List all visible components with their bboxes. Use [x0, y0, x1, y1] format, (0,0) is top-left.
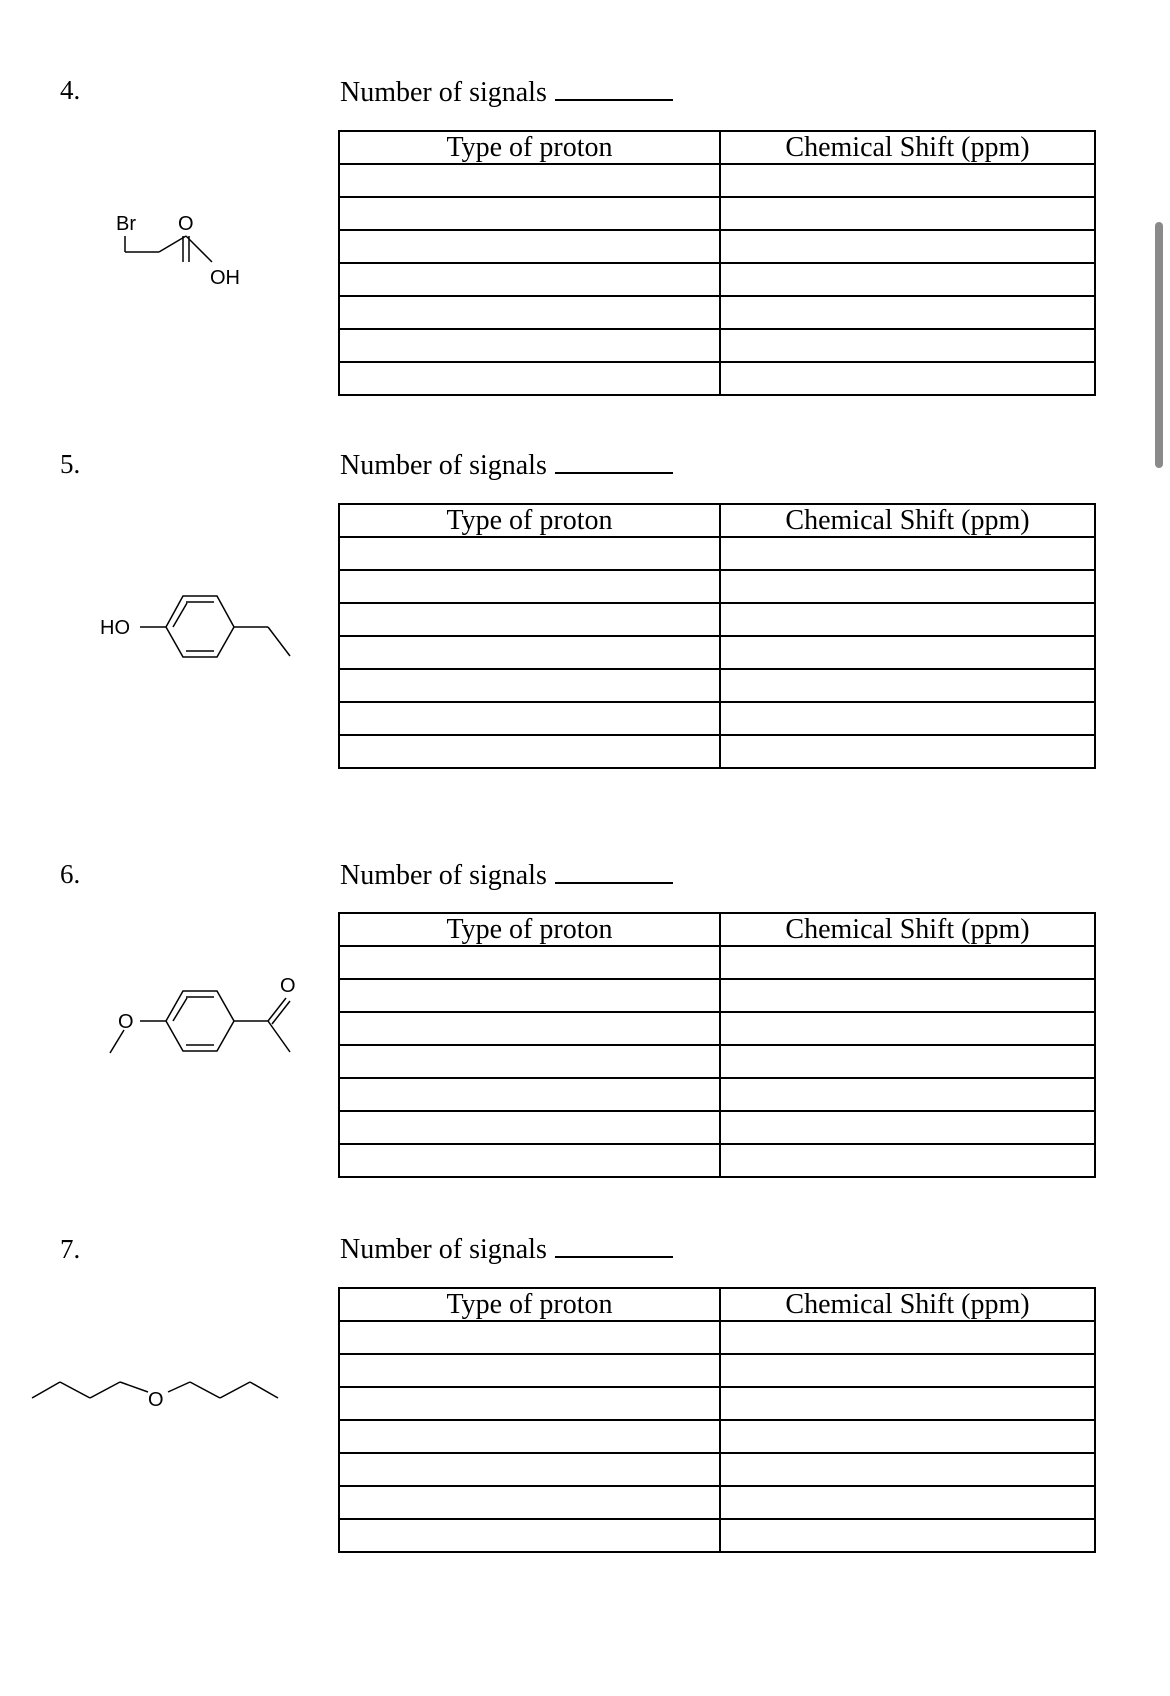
type-of-proton-cell[interactable]: [339, 1519, 720, 1552]
type-of-proton-cell[interactable]: [339, 946, 720, 979]
table-row: [339, 1078, 1095, 1111]
table-row: [339, 669, 1095, 702]
chemical-shift-cell[interactable]: [720, 702, 1095, 735]
problem-number: 7.: [60, 1234, 81, 1264]
atom-label-oh: OH: [210, 267, 240, 289]
chemical-shift-cell[interactable]: [720, 1012, 1095, 1045]
chemical-shift-cell[interactable]: [720, 669, 1095, 702]
type-of-proton-cell[interactable]: [339, 979, 720, 1012]
chemical-shift-cell[interactable]: [720, 1519, 1095, 1552]
chemical-shift-cell[interactable]: [720, 197, 1095, 230]
table-row: [339, 362, 1095, 395]
type-of-proton-cell[interactable]: [339, 1486, 720, 1519]
structure-dibutyl-ether: [0, 1360, 320, 1440]
table-row: [339, 296, 1095, 329]
structure-4-ethylphenol: [0, 580, 320, 670]
signals-label: Number of signals: [340, 860, 547, 891]
chemical-shift-cell[interactable]: [720, 603, 1095, 636]
number-of-signals-field: [340, 860, 673, 890]
type-of-proton-cell[interactable]: [339, 1354, 720, 1387]
table-row: [339, 164, 1095, 197]
table-row: [339, 979, 1095, 1012]
chemical-shift-cell[interactable]: [720, 362, 1095, 395]
table-row: [339, 1354, 1095, 1387]
table-row: [339, 263, 1095, 296]
table-row: [339, 570, 1095, 603]
nmr-table: [338, 1287, 1096, 1553]
chemical-shift-cell[interactable]: [720, 164, 1095, 197]
type-of-proton-cell[interactable]: [339, 1387, 720, 1420]
chemical-shift-cell[interactable]: [720, 1321, 1095, 1354]
chemical-shift-cell[interactable]: [720, 1387, 1095, 1420]
signals-label: Number of signals: [340, 1234, 547, 1265]
chemical-shift-cell[interactable]: [720, 1354, 1095, 1387]
type-of-proton-cell[interactable]: [339, 669, 720, 702]
atom-label-o-ether: O: [118, 1011, 134, 1033]
table-row: [339, 1012, 1095, 1045]
table-row: [339, 1420, 1095, 1453]
table-row: [339, 230, 1095, 263]
header-type-of-proton: Type of proton: [339, 1288, 720, 1321]
signals-answer-blank[interactable]: [555, 450, 673, 474]
signals-label: Number of signals: [340, 450, 547, 481]
nmr-table: [338, 912, 1096, 1178]
type-of-proton-cell[interactable]: [339, 329, 720, 362]
problem-number: 6.: [60, 859, 81, 889]
atom-label-o: O: [148, 1389, 164, 1411]
table-row: [339, 329, 1095, 362]
type-of-proton-cell[interactable]: [339, 230, 720, 263]
table-row: [339, 1486, 1095, 1519]
type-of-proton-cell[interactable]: [339, 1078, 720, 1111]
table-row: [339, 946, 1095, 979]
table-row: [339, 1144, 1095, 1177]
type-of-proton-cell[interactable]: [339, 1144, 720, 1177]
table-row: [339, 1321, 1095, 1354]
chemical-shift-cell[interactable]: [720, 570, 1095, 603]
signals-answer-blank[interactable]: [555, 1234, 673, 1258]
type-of-proton-cell[interactable]: [339, 1420, 720, 1453]
table-row: [339, 603, 1095, 636]
number-of-signals-field: [340, 77, 673, 107]
structure-bonds: [125, 236, 212, 262]
chemical-shift-cell[interactable]: [720, 537, 1095, 570]
chemical-shift-cell[interactable]: [720, 636, 1095, 669]
chemical-shift-cell[interactable]: [720, 230, 1095, 263]
signals-answer-blank[interactable]: [555, 860, 673, 884]
chemical-shift-cell[interactable]: [720, 1111, 1095, 1144]
type-of-proton-cell[interactable]: [339, 296, 720, 329]
type-of-proton-cell[interactable]: [339, 570, 720, 603]
structure-3-bromopropanoic-acid: [0, 200, 320, 310]
chemical-shift-cell[interactable]: [720, 329, 1095, 362]
atom-label-o-carbonyl: O: [280, 975, 296, 997]
table-row: [339, 1453, 1095, 1486]
header-chemical-shift: Chemical Shift (ppm): [720, 1288, 1095, 1321]
number-of-signals-field: [340, 450, 673, 480]
table-row: [339, 1519, 1095, 1552]
table-row: [339, 735, 1095, 768]
atom-label-br: Br: [116, 213, 136, 235]
chemical-shift-cell[interactable]: [720, 1453, 1095, 1486]
table-header-row: [339, 913, 1095, 946]
chemical-shift-cell[interactable]: [720, 1420, 1095, 1453]
type-of-proton-cell[interactable]: [339, 603, 720, 636]
signals-label: Number of signals: [340, 77, 547, 108]
chemical-shift-cell[interactable]: [720, 1144, 1095, 1177]
header-type-of-proton: Type of proton: [339, 504, 720, 537]
type-of-proton-cell[interactable]: [339, 164, 720, 197]
header-chemical-shift: Chemical Shift (ppm): [720, 504, 1095, 537]
chemical-shift-cell[interactable]: [720, 263, 1095, 296]
type-of-proton-cell[interactable]: [339, 636, 720, 669]
chemical-shift-cell[interactable]: [720, 735, 1095, 768]
table-row: [339, 1387, 1095, 1420]
vertical-scrollbar[interactable]: [1155, 222, 1163, 468]
table-row: [339, 636, 1095, 669]
number-of-signals-field: [340, 1234, 673, 1264]
type-of-proton-cell[interactable]: [339, 735, 720, 768]
chemical-shift-cell[interactable]: [720, 1486, 1095, 1519]
type-of-proton-cell[interactable]: [339, 1012, 720, 1045]
signals-answer-blank[interactable]: [555, 77, 673, 101]
table-header-row: [339, 1288, 1095, 1321]
chemical-shift-cell[interactable]: [720, 946, 1095, 979]
header-chemical-shift: Chemical Shift (ppm): [720, 913, 1095, 946]
structure-bonds: [110, 991, 290, 1053]
type-of-proton-cell[interactable]: [339, 1111, 720, 1144]
chemical-shift-cell[interactable]: [720, 1045, 1095, 1078]
chemical-shift-cell[interactable]: [720, 979, 1095, 1012]
header-chemical-shift: Chemical Shift (ppm): [720, 131, 1095, 164]
nmr-table: [338, 130, 1096, 396]
problem-number: 5.: [60, 449, 81, 479]
type-of-proton-cell[interactable]: [339, 197, 720, 230]
table-header-row: [339, 504, 1095, 537]
table-row: [339, 537, 1095, 570]
header-type-of-proton: Type of proton: [339, 913, 720, 946]
problem-number: 4.: [60, 75, 81, 105]
chemical-shift-cell[interactable]: [720, 1078, 1095, 1111]
type-of-proton-cell[interactable]: [339, 1045, 720, 1078]
atom-label-o: O: [178, 213, 194, 235]
type-of-proton-cell[interactable]: [339, 362, 720, 395]
atom-label-ho: HO: [100, 617, 130, 639]
type-of-proton-cell[interactable]: [339, 263, 720, 296]
nmr-table: [338, 503, 1096, 769]
header-type-of-proton: Type of proton: [339, 131, 720, 164]
table-header-row: [339, 131, 1095, 164]
chemical-shift-cell[interactable]: [720, 296, 1095, 329]
table-row: [339, 1045, 1095, 1078]
table-row: [339, 197, 1095, 230]
type-of-proton-cell[interactable]: [339, 702, 720, 735]
type-of-proton-cell[interactable]: [339, 1453, 720, 1486]
structure-4-methoxyacetophenone: [0, 970, 320, 1070]
table-row: [339, 1111, 1095, 1144]
type-of-proton-cell[interactable]: [339, 1321, 720, 1354]
structure-bonds: [140, 596, 290, 657]
table-row: [339, 702, 1095, 735]
type-of-proton-cell[interactable]: [339, 537, 720, 570]
